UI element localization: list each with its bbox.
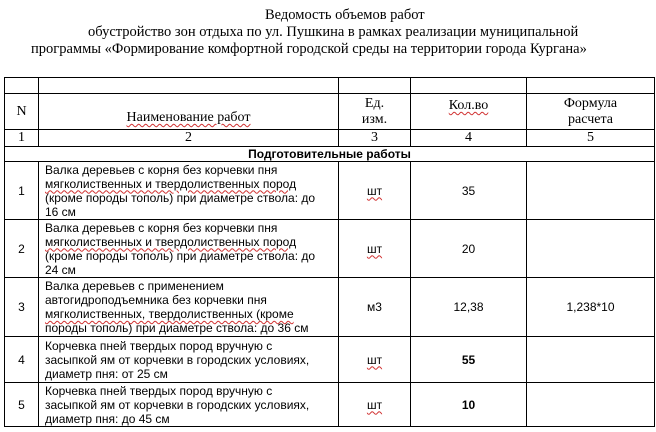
desc-line: Корчевка пней твердых пород вручную с: [45, 383, 273, 398]
row-formula: [527, 220, 655, 278]
header-n: [5, 94, 39, 130]
row-number: 5: [5, 383, 39, 427]
desc-line: [45, 235, 334, 249]
row-description: [39, 220, 339, 278]
row-unit: [339, 383, 411, 427]
desc-line: диаметр пня: от 25 см: [45, 366, 168, 381]
header-unit: [339, 94, 411, 130]
row-description: [39, 383, 339, 427]
col-number: 1: [5, 130, 39, 147]
header-n-text: N: [16, 103, 27, 119]
desc-line: (кроме породы тополь) при диаметре ствола: до: [45, 190, 316, 205]
spacer-cell: [527, 78, 655, 94]
row-qty: 55: [411, 337, 527, 383]
table-row: [5, 220, 655, 278]
header-unit-line-2: изм.: [361, 111, 388, 127]
col-number: 5: [527, 130, 655, 147]
desc-line: диаметр пня: до 45 см: [45, 411, 170, 426]
desc-line: Валка деревьев с корня без корчевки пня: [45, 220, 278, 235]
desc-line: Валка деревьев с применением: [45, 279, 224, 293]
row-qty: 20: [411, 220, 527, 278]
header-qty-text: Кол.во: [448, 98, 489, 113]
row-unit: [339, 337, 411, 383]
desc-line: автогидроподъемника без корчевки пня: [45, 293, 267, 307]
row-formula: [527, 337, 655, 383]
col-number: 4: [411, 130, 527, 147]
header-name: [39, 94, 339, 130]
row-number: 2: [5, 220, 39, 278]
row-number: 4: [5, 337, 39, 383]
desc-line-text: мягколиственных и твердолиственных пород: [45, 234, 297, 249]
header-formula-line-2: расчета: [568, 111, 613, 127]
header-row: [5, 94, 655, 130]
desc-line: засыпкой ям от корчевки в городских условиях,: [45, 397, 310, 412]
spacer-row: [5, 78, 655, 94]
row-qty: 35: [411, 162, 527, 220]
desc-line: [45, 307, 334, 321]
row-formula: [527, 383, 655, 427]
row-description: [39, 162, 339, 220]
desc-line: 24 см: [45, 262, 76, 277]
row-unit-text: шт: [366, 397, 383, 412]
spacer-cell: [5, 78, 39, 94]
header-formula-line-1: Формула: [563, 95, 618, 111]
header-qty: [411, 94, 527, 130]
row-number: 3: [5, 278, 39, 337]
table-row: [5, 337, 655, 383]
row-unit: м3: [339, 278, 411, 337]
spacer-cell: [39, 78, 339, 94]
row-description: [39, 278, 339, 337]
table-row: [5, 383, 655, 427]
desc-line: 16 см: [45, 204, 76, 219]
volumes-table: [4, 77, 655, 427]
col-number: 2: [39, 130, 339, 147]
row-qty: 12,38: [411, 278, 527, 337]
col-number: 3: [339, 130, 411, 147]
desc-line: [45, 177, 334, 191]
row-unit-text: шт: [366, 183, 383, 198]
spacer-cell: [339, 78, 411, 94]
table-row: [5, 162, 655, 220]
title-line-2: обустройство зон отдыха по ул. Пушкина в рамках реализации муниципальной: [88, 24, 579, 40]
row-description: [39, 337, 339, 383]
row-qty: 10: [411, 383, 527, 427]
row-unit-text: шт: [366, 352, 383, 367]
row-number: 1: [5, 162, 39, 220]
desc-line-text: мягколиственных и твердолиственных пород: [45, 176, 297, 191]
desc-line: Корчевка пней твердых пород вручную с: [45, 338, 273, 353]
title-line-3: программы «Формирование комфортной городской среды на территории города Кургана»: [31, 41, 587, 57]
row-unit-text: шт: [366, 241, 383, 256]
header-unit-line-1: Ед.: [364, 95, 385, 111]
desc-line: засыпкой ям от корчевки в городских условиях,: [45, 352, 310, 367]
row-unit: [339, 162, 411, 220]
column-number-row: [5, 130, 655, 147]
header-formula: [527, 94, 655, 130]
row-unit: [339, 220, 411, 278]
table-row: [5, 278, 655, 337]
row-formula: 1,238*10: [527, 278, 655, 337]
desc-line: (кроме породы тополь) при диаметре ствола: до: [45, 248, 316, 263]
header-name-text: Наименование работ: [126, 110, 251, 125]
title-line-1: Ведомость объемов работ: [265, 7, 425, 23]
row-formula: [527, 162, 655, 220]
spacer-cell: [411, 78, 527, 94]
desc-line: Валка деревьев с корня без корчевки пня: [45, 162, 278, 177]
desc-line-text: мягколиственных, твердолиственных (кроме: [45, 307, 294, 321]
section-row: [5, 147, 655, 162]
section-title: Подготовительные работы: [5, 147, 655, 162]
desc-line: породы тополь) при диаметре ствола: до 36 см: [45, 321, 309, 335]
